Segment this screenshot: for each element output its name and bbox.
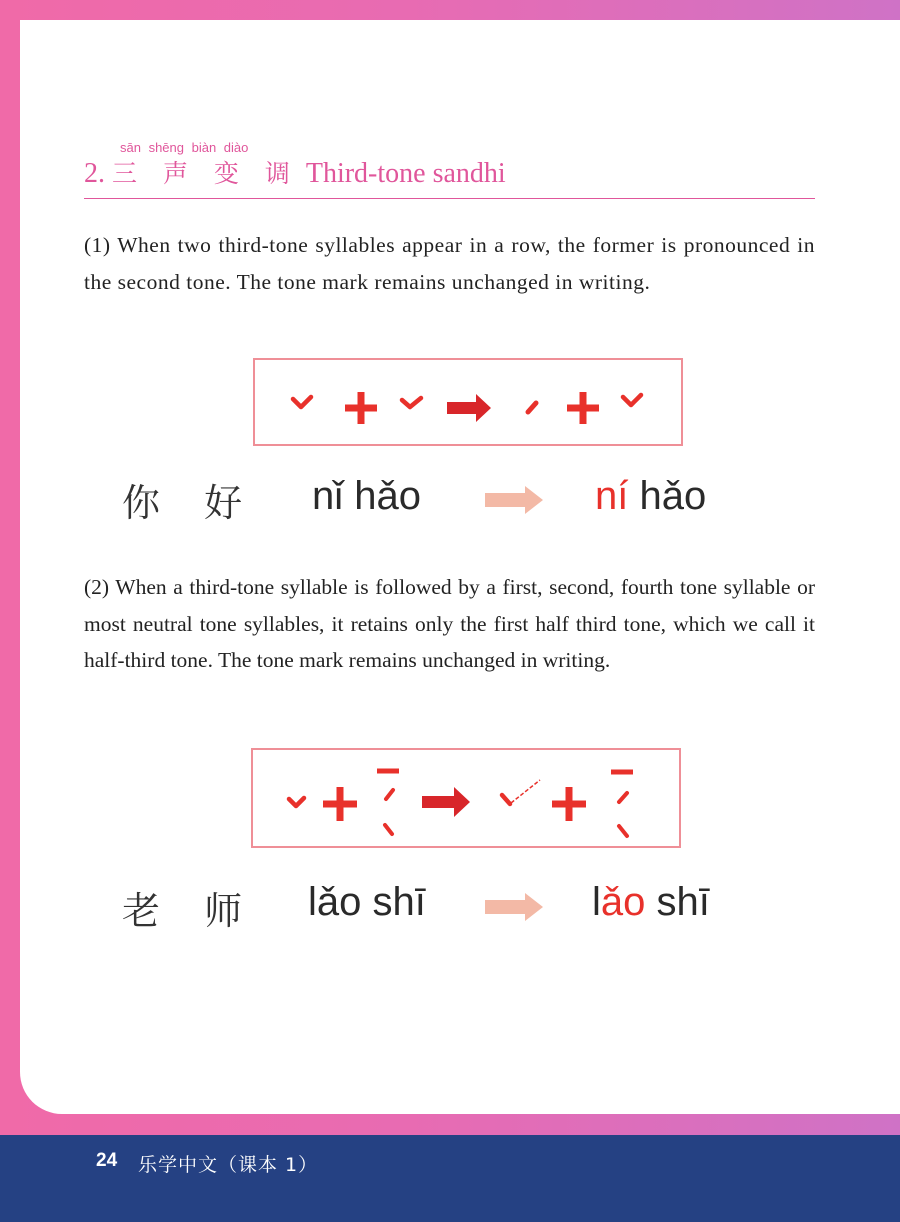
rule1-paragraph: (1) When two third-tone syllables appear in a row, the former is pronounced in the second tone. The tone mark remains unchanged in writing. — [84, 233, 815, 294]
third-tone-mark-icon — [293, 397, 311, 407]
third-tone-mark-icon — [289, 798, 304, 806]
example2-pinyin-after — [592, 880, 710, 925]
section-number: 2. — [84, 158, 105, 189]
arrow-right-icon — [422, 787, 470, 817]
example1-pinyin-after — [595, 474, 706, 519]
page-number: 24 — [96, 1150, 118, 1171]
second-tone-mark-icon — [528, 403, 536, 412]
example2-pinyin-before: lǎo shī — [308, 880, 426, 924]
fourth-tone-mark-icon — [619, 826, 627, 836]
plus-icon — [323, 787, 357, 821]
unchanged-initial: l — [592, 880, 601, 924]
section-title-hanzi: 三 声 变 调 — [112, 159, 299, 188]
third-tone-mark-icon — [623, 395, 641, 405]
second-tone-mark-icon — [386, 790, 393, 799]
plus-icon — [567, 392, 599, 424]
heading-pinyin: sān shēng biàn diào — [120, 140, 249, 155]
third-tone-mark-icon — [402, 398, 421, 407]
section-heading — [84, 154, 506, 190]
section-title-english: Third-tone sandhi — [305, 158, 506, 189]
arrow-right-icon — [447, 394, 491, 422]
changed-syllable: ǎo — [600, 880, 646, 924]
plus-icon — [552, 787, 586, 821]
arrow-right-icon — [483, 892, 545, 922]
half-third-tone-mark-icon — [502, 780, 540, 804]
arrow-right-icon — [483, 485, 545, 515]
example2-hanzi: 老 师 — [122, 889, 259, 933]
second-tone-mark-icon — [619, 793, 627, 802]
example1-hanzi: 你 好 — [122, 481, 259, 525]
heading-divider — [84, 198, 815, 199]
rule2-tone-diagram — [251, 748, 681, 848]
fourth-tone-mark-icon — [385, 825, 392, 834]
changed-syllable: ní — [595, 474, 629, 518]
unchanged-syllable: shī — [645, 880, 710, 924]
rule1-tone-diagram — [253, 358, 683, 446]
book-title: 乐学中文（课本 1） — [138, 1154, 319, 1176]
unchanged-syllable: hǎo — [628, 474, 707, 518]
example1-pinyin-before: nǐ hǎo — [312, 474, 421, 518]
plus-icon — [345, 392, 377, 424]
rule2-paragraph: (2) When a third-tone syllable is followed by a first, second, fourth tone syllable or most neutral tone syllables, it retains only the first half third tone, which we call it half-third tone. The tone mark remains unchanged in writing. — [84, 575, 815, 672]
